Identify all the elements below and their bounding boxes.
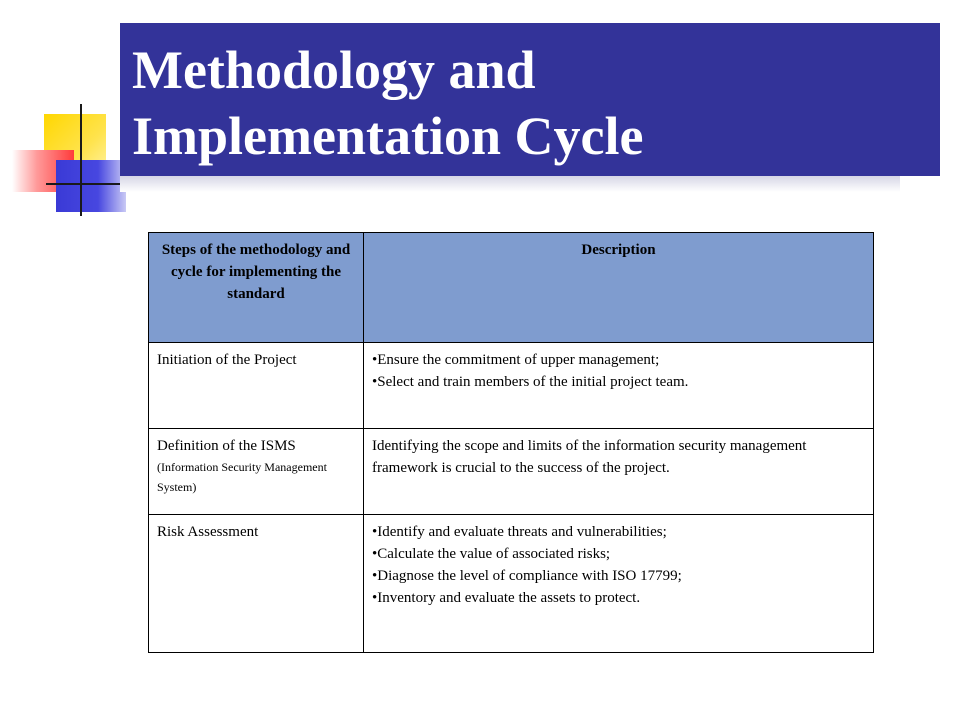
decor-blue-square [56,160,126,212]
step-cell [149,429,364,515]
bullet-item: • Ensure the commitment of upper management; [372,349,865,371]
table-row [149,429,874,515]
bullet-item: • Calculate the value of associated risks; [372,543,865,565]
bullet-list [372,521,865,609]
step-cell [149,343,364,429]
header-steps: Steps of the methodology and cycle for implementing the standard [149,233,364,343]
bullet-item: • Identify and evaluate threats and vulnerabilities; [372,521,865,543]
header-description: Description [364,233,874,343]
decor-vertical-line [80,104,82,216]
description-text: Identifying the scope and limits of the information security management framework is crucial to the success of the project. [372,438,807,476]
bullet-item: • Inventory and evaluate the assets to protect. [372,587,865,609]
step-label: Initiation of the Project [157,352,297,368]
title-shadow [120,176,900,192]
table-row [149,515,874,653]
description-cell [364,515,874,653]
table-row [149,343,874,429]
bullet-item: • Diagnose the level of compliance with ISO 17799; [372,565,865,587]
slide-title: Methodology and Implementation Cycle [132,40,644,166]
description-cell [364,343,874,429]
bullet-item: • Select and train members of the initial project team. [372,371,865,393]
title-bar [120,23,940,176]
methodology-table [148,232,874,653]
bullet-list [372,349,865,393]
table-header-row [149,233,874,343]
step-cell [149,515,364,653]
step-label: Definition of the ISMS [157,438,296,454]
step-label: Risk Assessment [157,524,259,540]
description-cell [364,429,874,515]
step-note: (Information Security Management System) [157,460,327,494]
